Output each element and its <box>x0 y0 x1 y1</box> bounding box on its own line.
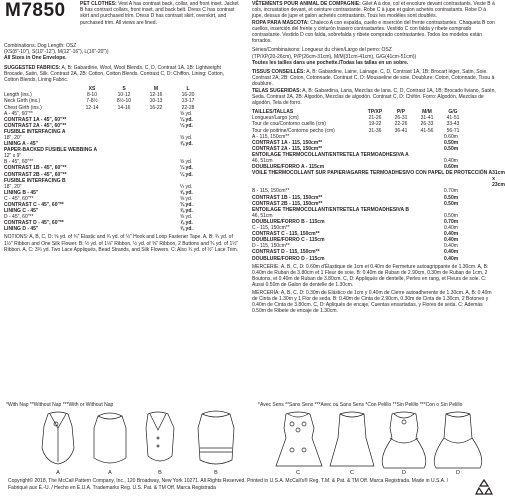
material-name: CONTRAST 1B - 45", 60"** <box>4 165 67 172</box>
material-quantity: ¼ yd. <box>180 116 193 123</box>
material-name: DOUBLURE/FORRO C - 115cm <box>252 237 325 244</box>
material-name: ENTOILAGE THERMOCOLLANT/ENTRETELA TERMOADHESIVA B <box>252 206 409 213</box>
figure-label-d-back: D <box>456 470 460 476</box>
combinations-fr <box>252 47 496 66</box>
material-name: CONTRAST 2B - 115, 150cm** <box>252 200 323 207</box>
description-english <box>80 1 240 26</box>
description-text-fr: Gilet A à dos, col et encolure devant contrastants. Veste B à cols, incrustation devant, et ceinture contrastante. Robe C à jupe et galon achetés contrastants. Robe D à jupe, dessus de jupe et galon achetés contrastants. Tous les modèles sont doublés. <box>252 1 495 20</box>
material-quantity: 0.70m <box>444 218 459 225</box>
materials-list-fr <box>252 133 505 262</box>
material-name: D - 115, 150cm** <box>252 243 290 250</box>
merceria: MERCERÍA: A, B, C, D: 0.30m de Elástico de 1cm y 0.40m de Cierre autoadherente de 1.30cm. A, B: 0.40m de Cinta de 1.30m y 1 Flor de seda. B: 0.40m de Cinta de 2.90cm, 0.30m de Cinta de 1.30cm, 2 Botones y 0.40m de Cinta de 3.80cm. C, D: Apliqués de encaje, Cuentas ensartadas, y Flores de seda. C: Además 0.50m de Ribete de encaje de 1.30cm. <box>252 289 492 315</box>
material-name: D - 45", 60"** <box>4 214 34 221</box>
english-column <box>4 0 240 253</box>
combinations-sizes-fr: (TP/XP(20-26cm), P/P(26cm-31cm), M/M(31cm-41cm), G/G(41cm-51cm)) <box>252 53 417 60</box>
material-quantity: ⅝ yd. <box>180 208 193 215</box>
material-quantity: 0.40m <box>444 237 459 244</box>
material-quantity: 0.40m <box>444 225 458 232</box>
material-quantity: 0.70m <box>444 188 458 195</box>
suggested-fabrics-fr: TISSUS CONSEILLÉS: A, B: Gabardine, Laine, Lainage. C, D, Contrast 1A, 1B: Brocart léger, Satin, Soie. Contrast 2A, 2B: Coton, Cotonnade. Contrast C, D: Mousseline de soie. Doublure: Coton, Cotonnade, Tissu à doublure. <box>252 69 495 88</box>
combinations-label-fr: Séries/Combinaisons: Longueur du chien/Largo del perro: OSZ <box>252 47 392 54</box>
recycle-icon <box>475 478 493 496</box>
material-name: CONTRAST C - 45", 60"** <box>4 202 64 208</box>
size-row-length-fr: Longueur/Largo (cm) 21-26 26-31 31-41 41-51 <box>252 115 460 122</box>
material-name: LINING D - 45" <box>4 226 39 233</box>
material-quantity: ¼ yd. <box>180 171 193 178</box>
material-quantity: ⅞ yd. <box>180 220 193 227</box>
material-name: A - 45", 60"** <box>4 110 33 117</box>
technical-drawings <box>0 408 500 476</box>
description-title-es: ROPA PARA MASCOTA: <box>252 19 309 26</box>
combinations-note: All Sizes in One Envelope. <box>4 55 67 62</box>
figure-label-d: D <box>402 470 406 476</box>
material-name: ENTOILAGE THERMOCOLLANT/ENTRETELA TERMOADHESIVA A <box>252 151 409 158</box>
material-name: VOILE THERMOCOLLANT SUR PAPIER/AGARRE TERMOADHESIVO CON PAPEL DE PROTECCIÓN A <box>252 170 493 177</box>
size-table-fr <box>252 109 496 133</box>
notions: NOTIONS: A, B, C, D: ⅝ yd. of ¾" Elastic and ¾ yd. of ½" Hook and Loop Fastener Tape. A, B: ¾ yd. of 1½" Ribbon and One Silk Flower. B: ½ yd. of 1⅛" Ribbon, ½ yd. of ⅜" Ribbon, 2 Buttons and ¾ yd. of 1½" Ribbon. A, C: 3¾ yd. Two Lace Appliqués, Bead Strands, and Silk Flowers. C: Also ¾ yd. of ½" Lace Trim. <box>4 234 239 253</box>
material-quantity: 0.50m <box>444 194 459 201</box>
copyright-footer: Copyright© 2018, The McCall Pattern Company, Inc., 120 Broadway, New York 10271. All Rights Reserved. Printed in U.S.A. McCall's® Reg. T.M. & Pat. & TM Off. Marca Registrada. Made in U.S.A. / Fabriqué aux É.-U. / Hecho en E.U.A. Trademarks Reg. U.S. Pat. & TM Off. Marca Registrada <box>8 478 449 491</box>
material-quantity: ⅝ yd. <box>180 159 193 166</box>
material-quantity: 0.40m <box>444 255 459 262</box>
size-table-header-fr: TAILLES/TALLAS TP/XP P/P M/M G/G <box>252 109 458 116</box>
material-quantity: 0.50m <box>444 145 459 152</box>
figure-label-b-back: B <box>214 470 218 476</box>
figure-label-a: A <box>56 470 60 476</box>
material-name: LINING A - 45" <box>4 141 38 148</box>
material-quantity: 0.40m <box>444 243 458 250</box>
nap-legend-fr: *Avec Sens **Sans Sens ***Avec ou Sans Sens *Con Pelillo **Sin Pelillo ***Con o Sin Pelillo <box>258 402 463 408</box>
material-name: A - 115, 150cm** <box>252 133 290 140</box>
drawing-c-front <box>276 412 322 466</box>
description-title: PET CLOTHES: <box>80 1 117 7</box>
material-name: FUSIBLE INTERFACING B <box>4 177 66 184</box>
material-quantity: ⅝ yd. <box>180 110 193 117</box>
material-name: CONTRAST 1A - 115, 150cm** <box>252 139 323 146</box>
material-quantity: ⅝ yd. <box>180 214 193 221</box>
material-quantity: ¾ yd. <box>180 202 193 208</box>
material-quantity: 0.60m <box>444 164 459 171</box>
material-quantity: ¼ yd. <box>180 122 193 129</box>
size-table-header: XS S M L <box>88 86 190 93</box>
material-quantity: ⅝ yd. <box>180 226 193 233</box>
combinations-label: Combinations: Dog Length: OSZ <box>4 43 77 49</box>
material-name: CONTRAST C - 115, 150cm** <box>252 231 320 238</box>
material-name: CONTRAST 2B - 45", 60"** <box>4 171 67 178</box>
material-name: 46, 51cm <box>252 212 273 219</box>
material-quantity: ⅝ yd. <box>180 189 193 196</box>
figure-label-c: C <box>296 470 300 476</box>
material-quantity: ⅝ yd. <box>180 195 193 202</box>
material-quantity: ¼ yd. <box>180 165 193 172</box>
material-name: CONTRAST 1A - 45", 60"** <box>4 116 67 123</box>
material-name: PAPER-BACKED FUSIBLE WEBBING A <box>4 147 98 154</box>
material-quantity: 31cm x 23cm <box>492 170 505 189</box>
material-quantity: 0.60m <box>444 133 458 140</box>
figure-label-b: B <box>158 470 162 476</box>
material-name: C - 115, 150cm** <box>252 225 290 232</box>
drawing-b-front <box>146 412 174 461</box>
figure-label-c-back: C <box>350 470 354 476</box>
material-quantity: 0.40m <box>444 158 458 164</box>
size-row-chest: Chest Girth (ins.) 12-14 14-16 16-22 22-28 <box>4 104 195 111</box>
french-spanish-column <box>252 0 505 315</box>
pattern-code: M7850 <box>5 0 66 21</box>
material-name: CONTRAST D - 115, 150cm** <box>252 249 320 256</box>
material-quantity: ⅝ yd. <box>180 141 193 148</box>
material-row <box>252 256 496 262</box>
drawing-c-back <box>330 412 374 466</box>
nap-legend: *With Nap **Without Nap ***With or Without Nap <box>6 402 114 408</box>
suggested-fabrics-es: TELAS SUGERIDAS: A, B: Gabardina, Lana, Mezclas de lana. C, D, Contrast 1A, 1B: Brocado liviano, Satén, Seda. Contrast 2A, 2B: Algodón, Mezclas de algodón. Contrast C, D: Chifón. Forro: Algodón, Mezclas de algodón, Tela de forro. <box>252 87 496 107</box>
material-name: B - 45", 60"** <box>4 159 34 166</box>
size-row-chest-fr: Tour de poitrine/Contorno pecho (cm) 31-36 36-41 41-56 56-71 <box>252 127 460 134</box>
material-name: CONTRAST 1B - 115, 150cm** <box>252 194 323 201</box>
material-name: C - 45", 60"** <box>4 195 34 202</box>
material-quantity: 0.40m <box>444 231 459 238</box>
material-name: 46, 51cm <box>252 158 273 164</box>
description-text: Vest A has contrast back, collar, and front inset. Jacket B has contrast collars, front inset, and back belt. Dress C has contrast skirt and purchased trim. Dress D has contrast skirt, overskirt, and purchased trim. All views are lined. <box>80 1 239 26</box>
material-quantity: 0.50m <box>444 139 459 146</box>
fabrics-text: A, B: Gabardine, Wool, Wool Blends. C, D, Contrast 1A, 1B: Lightweight Brocade, Satin, Silk. Contrast 2A, 2B: Cotton, Cotton Blends. Contrast C, D: Chiffon. Lining: Cotton, Cotton Blends, Lining Fabric. <box>4 64 225 84</box>
size-row-neck-fr: Tour de cou/Contorno cuello (cm) 19-22 22-26 26-33 33-43 <box>252 121 460 128</box>
material-name: FUSIBLE INTERFACING A <box>4 128 66 135</box>
drawing-d-front <box>382 412 426 468</box>
material-name: CONTRAST D - 45", 60"** <box>4 220 64 227</box>
material-name: DOUBLURE/FORRO D - 115cm <box>252 255 325 262</box>
materials-list <box>4 111 240 233</box>
material-name: LINING C - 45" <box>4 208 39 215</box>
material-name: 18", 20" <box>4 183 22 190</box>
combinations <box>4 43 240 62</box>
drawing-a-back <box>94 413 126 463</box>
material-name: DOUBLURE/FORRO A - 115cm <box>252 164 325 171</box>
suggested-fabrics <box>4 65 240 84</box>
material-quantity: 0.40m <box>444 249 459 256</box>
material-quantity: 0.50m <box>444 212 458 219</box>
material-row <box>252 170 505 189</box>
figure-label-a-back: A <box>108 470 112 476</box>
material-quantity: ¼ yd. <box>180 183 193 190</box>
material-name: CONTRAST 2A - 115, 150cm** <box>252 145 323 152</box>
description-title-fr: VÊTEMENTS POUR ANIMAL DE COMPAGNIE: <box>252 1 361 7</box>
combinations-note-fr: Toutes les tailles dans une pochette./Todas las tallas en un sobre. <box>252 59 409 66</box>
fabrics-label: SUGGESTED FABRICS: <box>4 64 61 71</box>
size-table <box>4 86 240 110</box>
description-text-es: Chaleco A con espalda, cuello e inserción del frente contrastantes. Chaqueta B con cuellos, inserción del frente y cinturón trasero contrastantes. Vestido C con falda y ribete comprado contrastante. Vestido D con falda, sobrefalda y ribete comprado contrastantes. Todos los modelos están forrados. <box>252 19 495 45</box>
header-english <box>4 0 240 40</box>
material-quantity: 0.50m <box>444 200 459 207</box>
material-quantity: ⅝ yd. <box>180 134 193 141</box>
material-name: CONTRAST 2A - 45", 60"** <box>4 122 67 129</box>
header-french-spanish <box>252 1 496 44</box>
combinations-sizes: (XS(8"-10"), S(10"-12"), M(12"-16"), L(16"-20")) <box>4 49 109 56</box>
drawing-b-back <box>198 411 234 464</box>
mercerie: MERCERIE: A, B, C, D: 0.60m d'Élastique de 1cm et 0.40m de Fermeture autoagrippante de 1.30cm. A, B: 0.40m de Ruban de 3.80cm et 1 Fleur de soie. B: 0.40m de Ruban de 2.90cm, 0.30m de Ruban de 1cm, 2 Boutons, et 0.40m de Ruban de 3.80cm. C, D: Appliqués de dentelle, Perles en rang, et Fleurs de soie. C: Aussi 0.50m de Galon de dentelle de 1.30cm. <box>252 263 489 288</box>
material-name: LINING B - 45" <box>4 189 39 196</box>
material-row <box>4 226 240 232</box>
material-name: 12" x 9" <box>4 153 22 160</box>
material-name: B - 115, 150cm** <box>252 188 290 195</box>
drawing-d-back <box>434 412 482 468</box>
drawing-a-front <box>42 412 74 464</box>
material-name: DOUBLURE/FORRO B - 115cm <box>252 218 325 225</box>
size-row-length: Length (ins.) 8-10 10-12 12-16 16-20 <box>4 92 195 99</box>
size-row-neck: Neck Girth (ins.) 7-8½ 8½-10 10-13 13-17 <box>4 98 195 105</box>
material-name: 18", 20" <box>4 134 22 141</box>
